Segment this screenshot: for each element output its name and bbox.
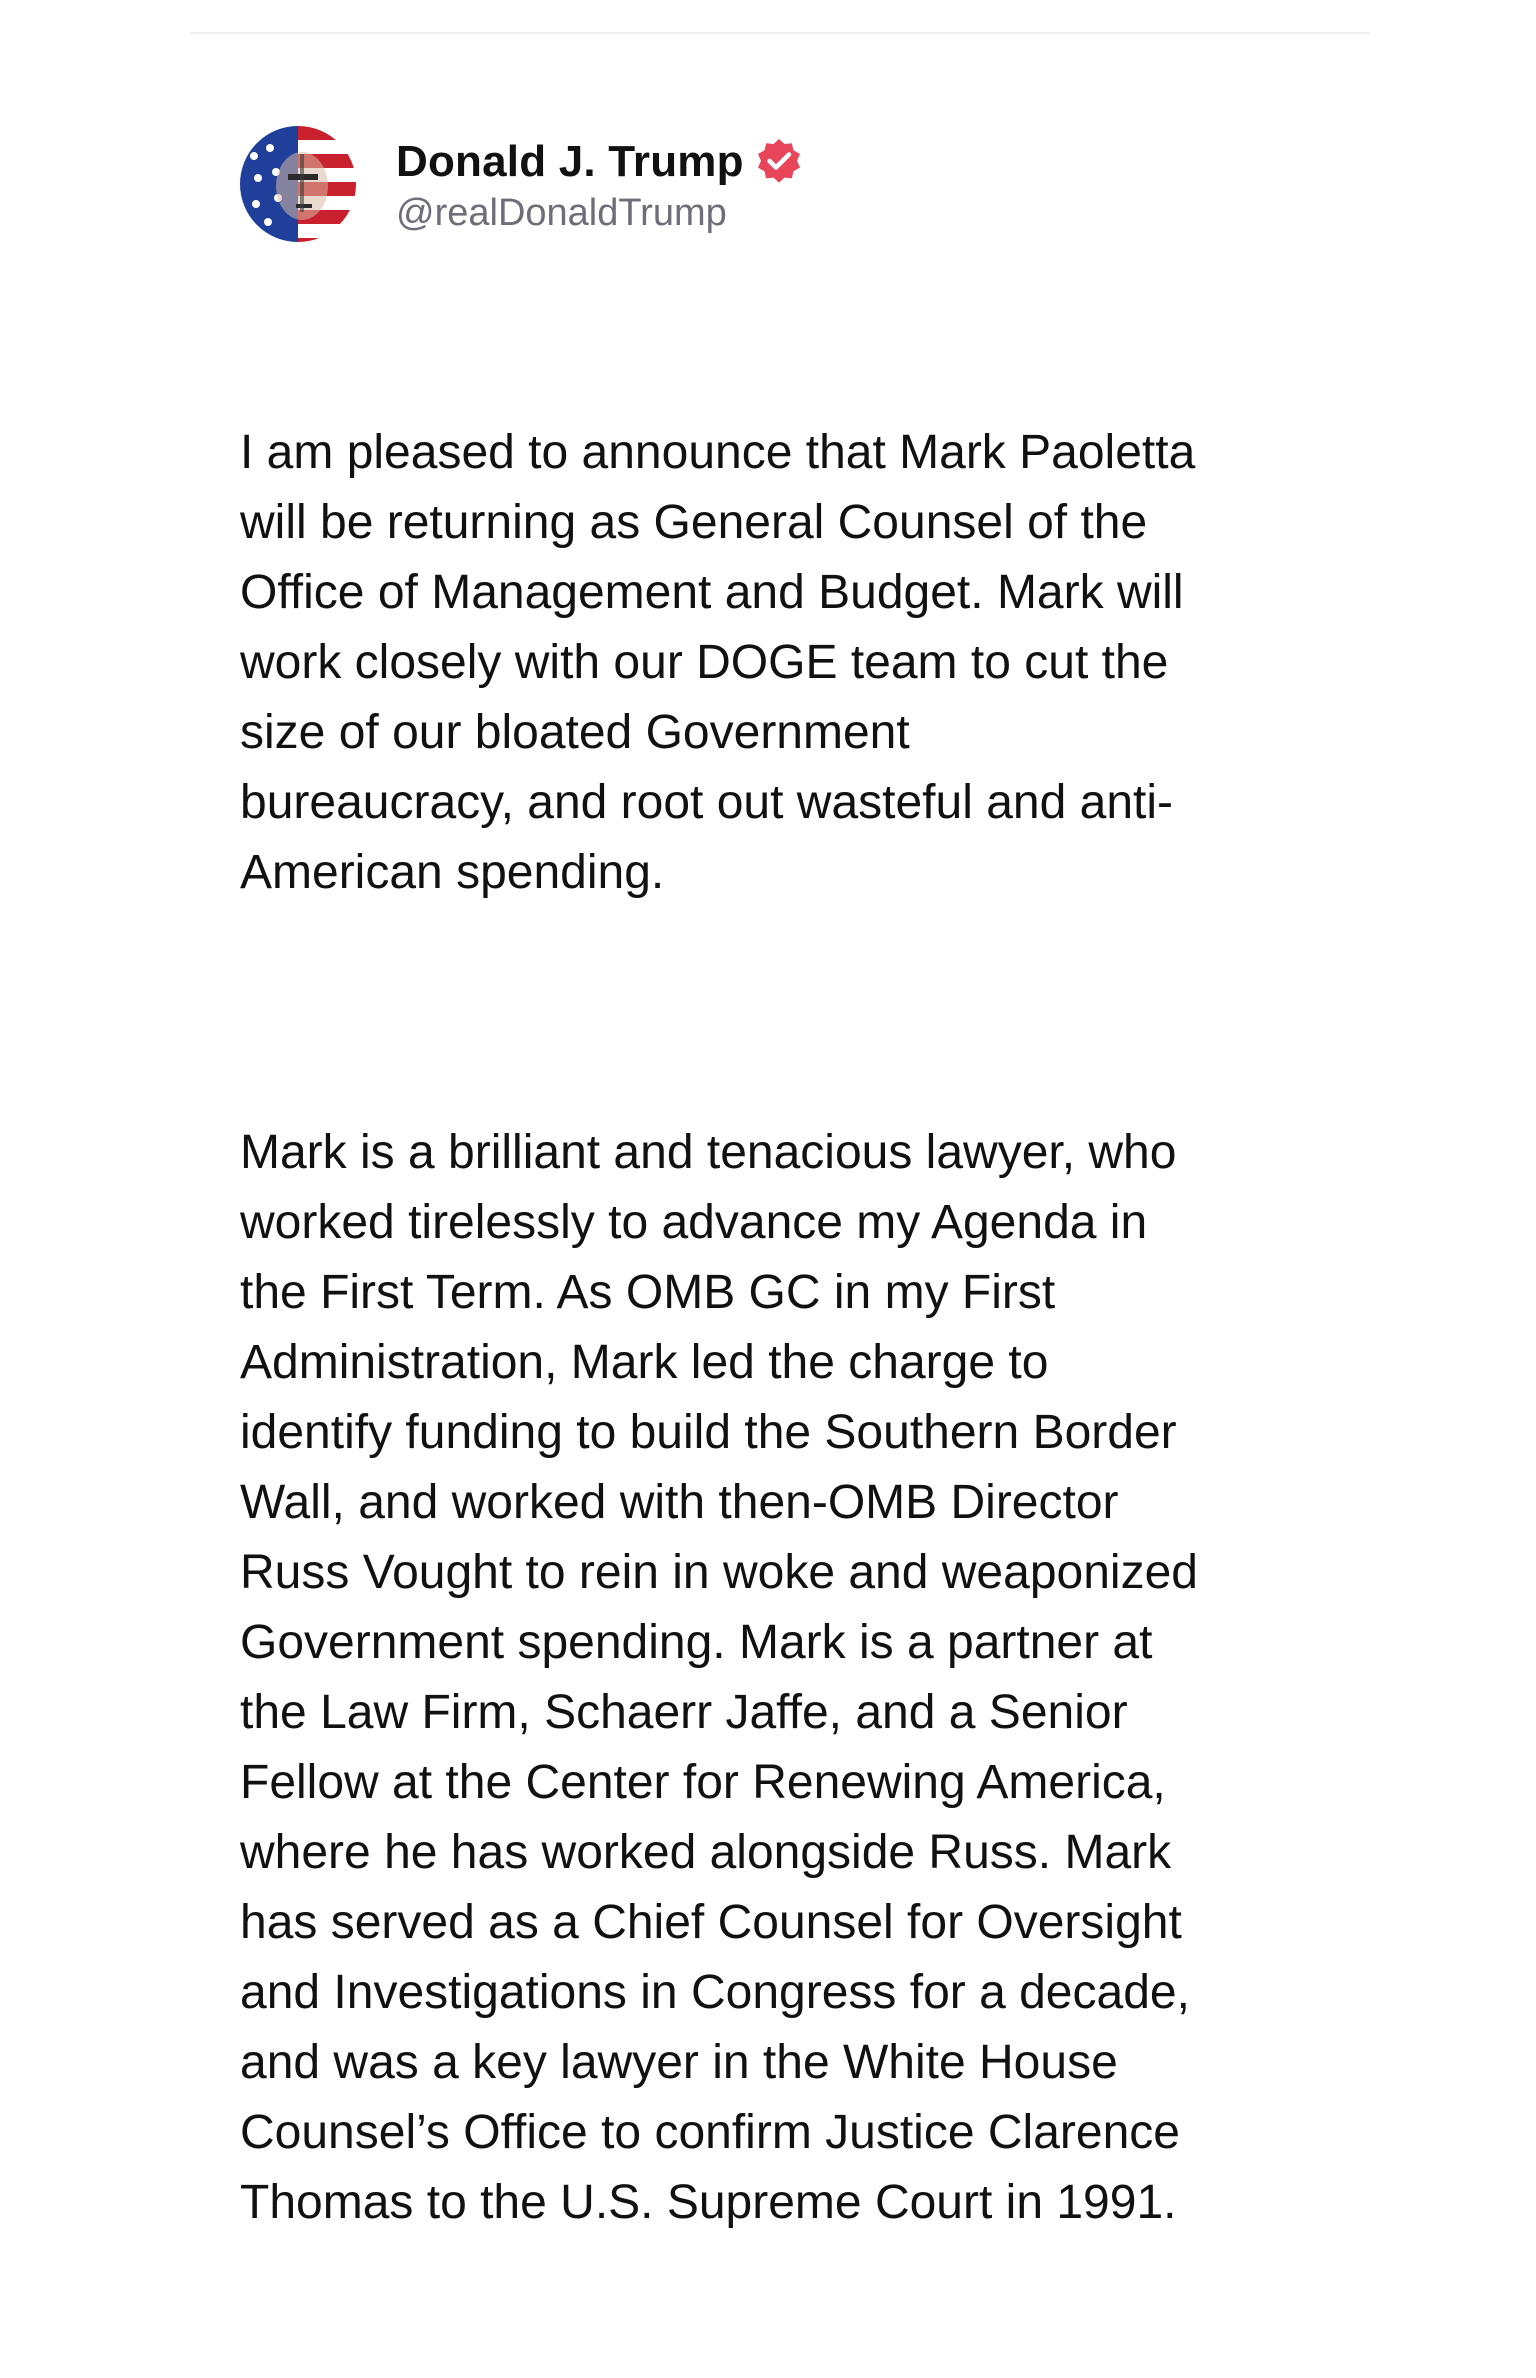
avatar[interactable] [240,126,356,242]
post-card [240,126,1350,2378]
author-handle[interactable]: @realDonaldTrump [396,191,727,234]
name-row [396,134,804,190]
top-divider [190,32,1370,34]
author-info [396,134,804,235]
post-paragraph-2: Mark is a brilliant and tenacious lawyer, who worked tirelessly to advance my Agenda in the First Term. As OMB GC in my First Administration, Mark led the charge to identify funding to build the Southern Border Wall, and worked with then-OMB Director Russ Vought to rein in woke and weaponized Government spending. Mark is a partner at the Law Firm, Schaerr Jaffe, and a Senior Fellow at the Center for Renewing America, where he has worked alongside Russ. Mark has served as a Chief Counsel for Oversight and Investigations in Congress for a decade, and was a key lawyer in the White House Counsel’s Office to confirm Justice Clarence Thomas to the U.S. Supreme Court in 1991. [240,1126,1198,2229]
avatar-image [240,126,356,242]
verified-badge-icon [754,137,804,187]
post-paragraph-1: I am pleased to announce that Mark Paoletta will be returning as General Counsel of the Office of Management and Budget. Mark will work closely with our DOGE team to cut the size of our bloated Government bureaucracy, and root out wasteful and anti- American spending. [240,426,1196,899]
post-body [240,278,1350,2378]
author-display-name[interactable]: Donald J. Trump [396,136,744,186]
post-header [240,126,1350,242]
